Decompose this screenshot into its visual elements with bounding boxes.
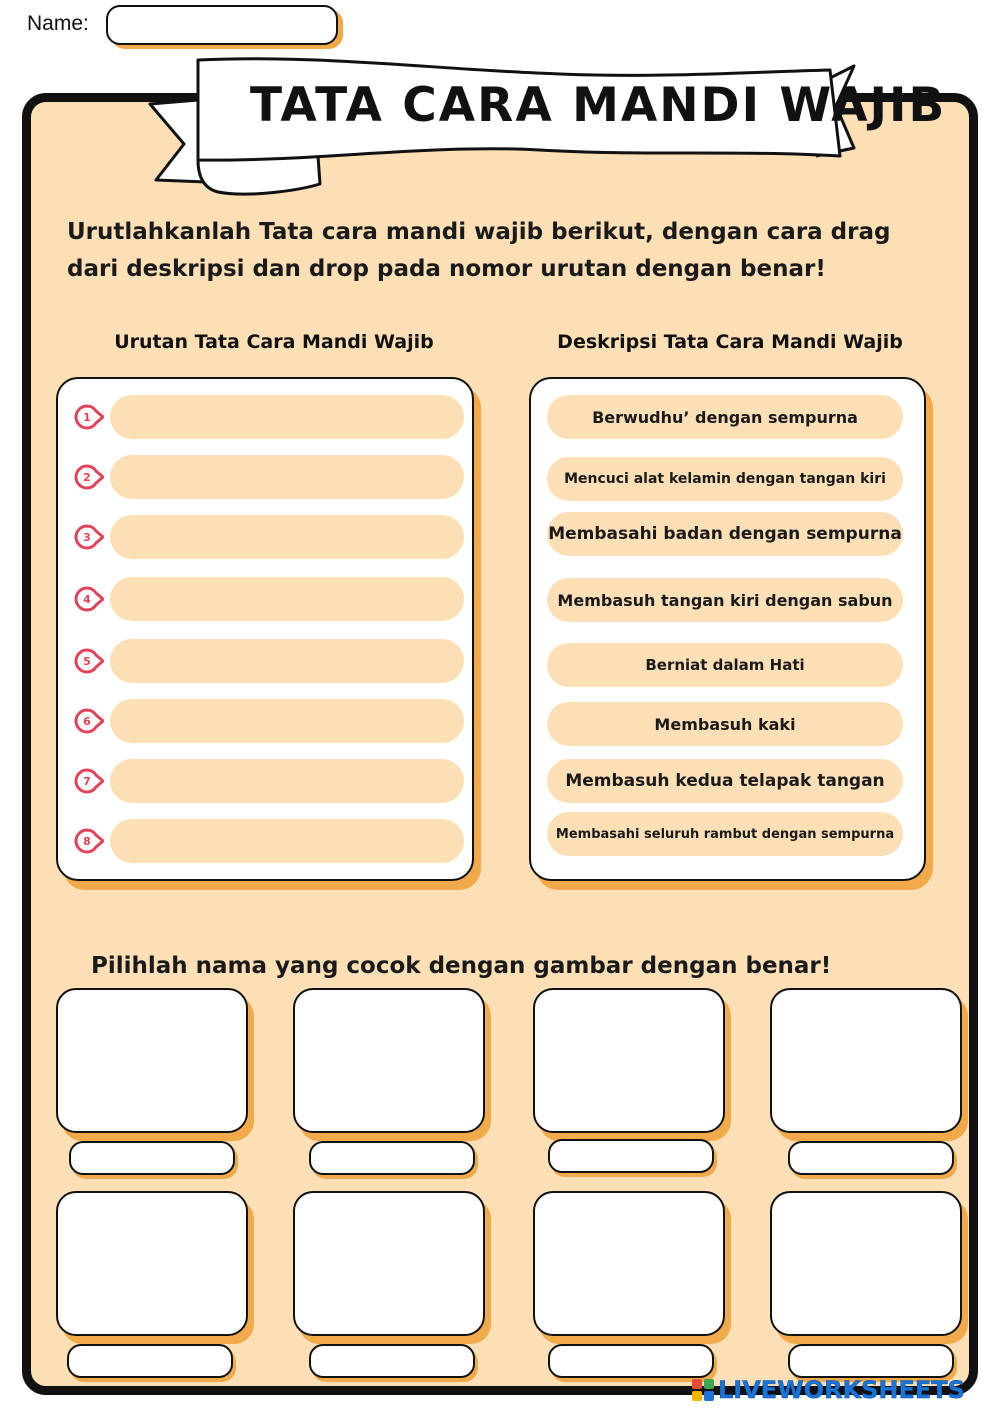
name-input[interactable] [106,5,338,45]
drop-slot-8[interactable] [110,819,464,863]
liveworksheets-logo-icon [692,1379,714,1401]
drop-slot-6[interactable] [110,699,464,743]
number-6: 6 [83,715,91,728]
draggable-description[interactable]: Mencuci alat kelamin dengan tangan kiri [547,457,903,501]
number-badge-icon [74,524,104,550]
number-3: 3 [83,531,91,544]
drop-slot-2[interactable] [110,455,464,499]
image-card [56,1191,248,1336]
answer-input[interactable] [788,1141,954,1175]
drop-slot-3[interactable] [110,515,464,559]
image-card [293,988,485,1133]
order-row-4 [74,577,466,621]
draggable-description[interactable]: Membasuh kedua telapak tangan [547,759,903,803]
order-row-5 [74,639,466,683]
order-section-title: Urutan Tata Cara Mandi Wajib [114,331,434,353]
image-card [533,1191,725,1336]
number-badge-icon [74,768,104,794]
drop-slot-1[interactable] [110,395,464,439]
number-badge-icon [74,404,104,430]
image-card [770,1191,962,1336]
instruction-text [67,214,927,288]
order-row-6 [74,699,466,743]
number-badge-icon [74,648,104,674]
order-row-8 [74,819,466,863]
image-card [533,988,725,1133]
image-card [293,1191,485,1336]
drop-slot-5[interactable] [110,639,464,683]
number-8: 8 [83,835,91,848]
description-section-title: Deskripsi Tata Cara Mandi Wajib [557,331,903,353]
matching-section-title: Pilihlah nama yang cocok dengan gambar dengan benar! [91,953,832,979]
description-panel [529,377,926,881]
number-4: 4 [83,593,91,606]
image-card [770,988,962,1133]
order-row-2 [74,455,466,499]
draggable-description[interactable]: Membasahi badan dengan sempurna [547,512,903,556]
draggable-description[interactable]: Berwudhu’ dengan sempurna [547,395,903,439]
number-7: 7 [83,775,91,788]
order-panel [56,377,474,881]
number-badge-icon [74,828,104,854]
draggable-description[interactable]: Berniat dalam Hati [547,643,903,687]
instruction-line-2: dari deskripsi dan drop pada nomor urutan dengan benar! [67,256,826,282]
number-badge-icon [74,464,104,490]
drop-slot-7[interactable] [110,759,464,803]
number-badge-icon [74,708,104,734]
order-row-1 [74,395,466,439]
liveworksheets-watermark [692,1376,965,1404]
number-5: 5 [83,655,91,668]
answer-input[interactable] [69,1141,235,1175]
watermark-text: LIVEWORKSHEETS [718,1376,965,1404]
answer-input[interactable] [548,1139,714,1173]
draggable-description[interactable]: Membasahi seluruh rambut dengan sempurna [547,812,903,856]
draggable-description[interactable]: Membasuh kaki [547,702,903,746]
number-2: 2 [83,471,91,484]
order-row-3 [74,515,466,559]
answer-input[interactable] [67,1344,233,1378]
drop-slot-4[interactable] [110,577,464,621]
answer-input[interactable] [309,1344,475,1378]
image-card [56,988,248,1133]
instruction-line-1: Urutlahkanlah Tata cara mandi wajib berikut, dengan cara drag [67,219,891,245]
answer-input[interactable] [788,1344,954,1378]
name-label: Name: [27,12,89,35]
order-row-7 [74,759,466,803]
draggable-description[interactable]: Membasuh tangan kiri dengan sabun [547,578,903,622]
page-title: TATA CARA MANDI WAJIB [250,78,947,133]
answer-input[interactable] [309,1141,475,1175]
number-1: 1 [83,411,91,424]
number-badge-icon [74,586,104,612]
answer-input[interactable] [548,1344,714,1378]
